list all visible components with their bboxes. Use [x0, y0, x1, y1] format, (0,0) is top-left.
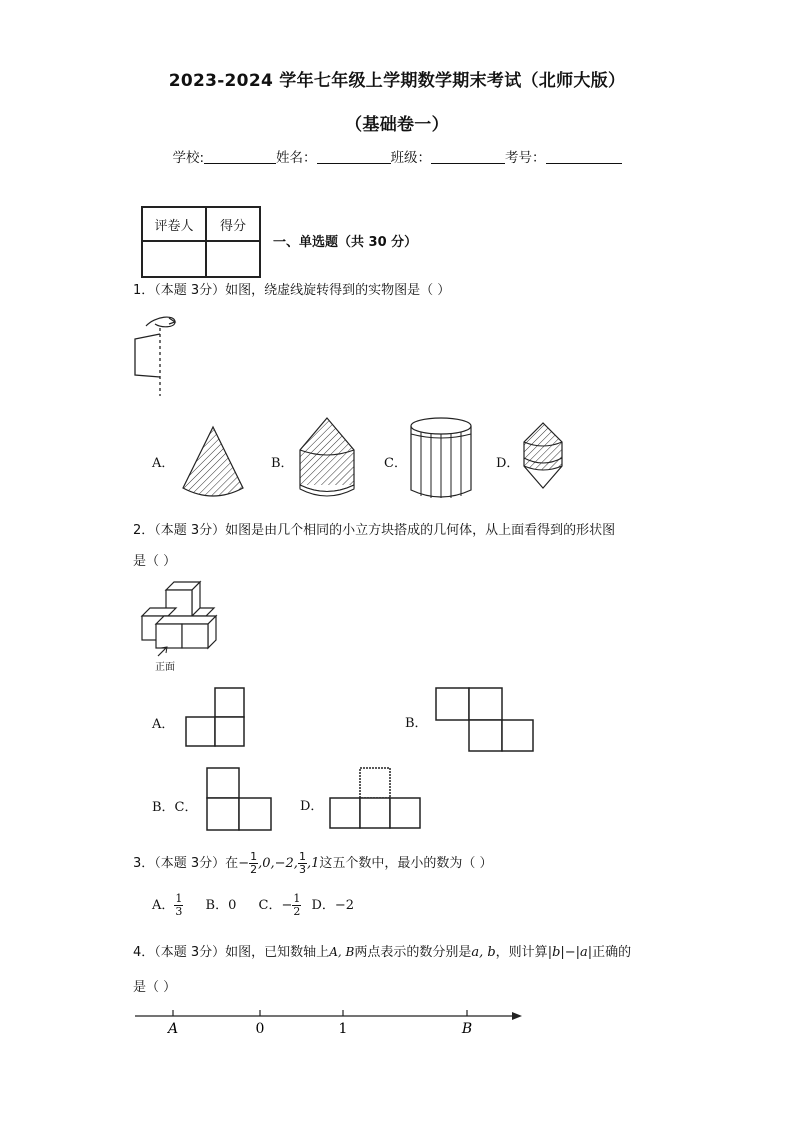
question-1-text: 1．（本题 3分）如图，绕虚线旋转得到的实物图是（ ）: [133, 283, 451, 298]
score-cell: [206, 241, 260, 277]
number-label: 考号：: [505, 150, 546, 166]
q3-list-end: ,1: [306, 856, 320, 871]
grader-header: 评卷人: [142, 207, 206, 241]
number-line: [130, 1005, 530, 1045]
q1-option-d-label[interactable]: D．: [496, 456, 520, 471]
student-info-line: [0, 146, 794, 166]
q4-mid2: ，则计算: [495, 945, 548, 960]
q2-option-b-label[interactable]: B．: [405, 716, 428, 731]
label-b: B: [461, 1021, 473, 1037]
q3-frac1-num: 1: [250, 850, 258, 863]
option-a-grid[interactable]: [186, 688, 244, 746]
q3-option-b[interactable]: B．0: [205, 898, 237, 913]
q3-prefix: 3．（本题 3分）在: [133, 856, 239, 871]
grader-cell: [142, 241, 206, 277]
name-label: 姓名：: [276, 150, 317, 166]
q3-frac2-num: 1: [298, 850, 306, 863]
question-2-text-line1: 2．（本题 3分）如图是由几个相同的小立方块搭成的几何体，从上面看得到的形状图: [133, 523, 616, 538]
school-blank: [204, 150, 276, 164]
page-title: 2023-2024 学年七年级上学期数学期末考试（北师大版）: [168, 71, 626, 91]
question-2-text-line2: 是（ ）: [133, 554, 177, 569]
q3-frac1: [249, 851, 258, 876]
front-label: 正面: [155, 662, 175, 673]
q3-suffix: 这五个数中，最小的数为（ ）: [319, 856, 493, 871]
front-arrow-icon: [158, 648, 166, 656]
option-b-cone-cylinder[interactable]: [300, 418, 354, 496]
question-3-text: [133, 849, 492, 879]
page-subtitle: （基础卷一）: [345, 115, 449, 135]
option-c-cylinder[interactable]: [411, 418, 471, 498]
label-a: A: [167, 1021, 179, 1037]
q4-ab: A, B: [329, 945, 355, 959]
q3-option-d[interactable]: D．−2: [311, 898, 355, 913]
option-d-grid[interactable]: [330, 768, 420, 828]
class-blank: [431, 150, 505, 164]
name-blank: [317, 150, 391, 164]
q3-frac2-den: 3: [298, 863, 306, 876]
q3-opt-c-num: 1: [293, 892, 301, 905]
q3-opt-a-den: 3: [175, 905, 183, 918]
q4-mid: 两点表示的数分别是: [354, 945, 472, 960]
q1-option-a-label[interactable]: A．: [152, 456, 175, 471]
rotation-figure: [125, 308, 185, 400]
label-1: 1: [338, 1021, 348, 1037]
question-3-options: [152, 891, 354, 921]
q3-option-c-frac: [292, 893, 301, 918]
q3-option-a-frac: [174, 893, 183, 918]
cube-structure-figure: [130, 578, 230, 668]
q2-option-c-label[interactable]: B．C．: [152, 800, 198, 815]
q3-option-c[interactable]: C．−: [258, 898, 293, 913]
option-c-grid[interactable]: [207, 768, 271, 830]
option-a-cone[interactable]: [183, 427, 243, 496]
score-table: [141, 206, 261, 278]
number-line-arrow-icon: [512, 1012, 522, 1020]
label-0: 0: [255, 1021, 265, 1037]
school-label: 学校:: [172, 150, 205, 166]
q3-option-a[interactable]: A．: [152, 898, 175, 913]
question-2-options: [0, 685, 794, 835]
q3-frac1-sign: −: [238, 856, 250, 871]
q1-option-b-label[interactable]: B．: [271, 456, 294, 471]
q4-suffix: 正确的: [592, 945, 632, 960]
section-title: 一、单选题（共 30 分）: [273, 235, 418, 250]
q4-expr: |b|−|a|: [547, 945, 593, 960]
class-label: 班级：: [390, 150, 432, 166]
question-4-text-line2: 是（ ）: [133, 980, 177, 995]
q2-option-a-label[interactable]: A．: [152, 717, 175, 732]
option-b-grid[interactable]: [436, 688, 533, 751]
score-header: 得分: [206, 207, 260, 241]
q2-option-d-label[interactable]: D．: [300, 799, 324, 814]
q3-frac2: [298, 851, 307, 876]
question-4-text-line1: [133, 941, 631, 960]
q3-opt-a-num: 1: [175, 892, 183, 905]
q3-list-mid: ,0,−2,: [258, 856, 298, 871]
trapezoid-shape: [135, 334, 160, 377]
q4-prefix: 4．（本题 3分）如图，已知数轴上: [133, 945, 330, 960]
q3-frac1-den: 2: [250, 863, 258, 876]
number-blank: [546, 150, 622, 164]
q4-vars: a, b: [471, 945, 496, 960]
q1-option-c-label[interactable]: C．: [384, 456, 407, 471]
q3-opt-c-den: 2: [293, 905, 301, 918]
option-d-double-cone[interactable]: [524, 423, 562, 488]
